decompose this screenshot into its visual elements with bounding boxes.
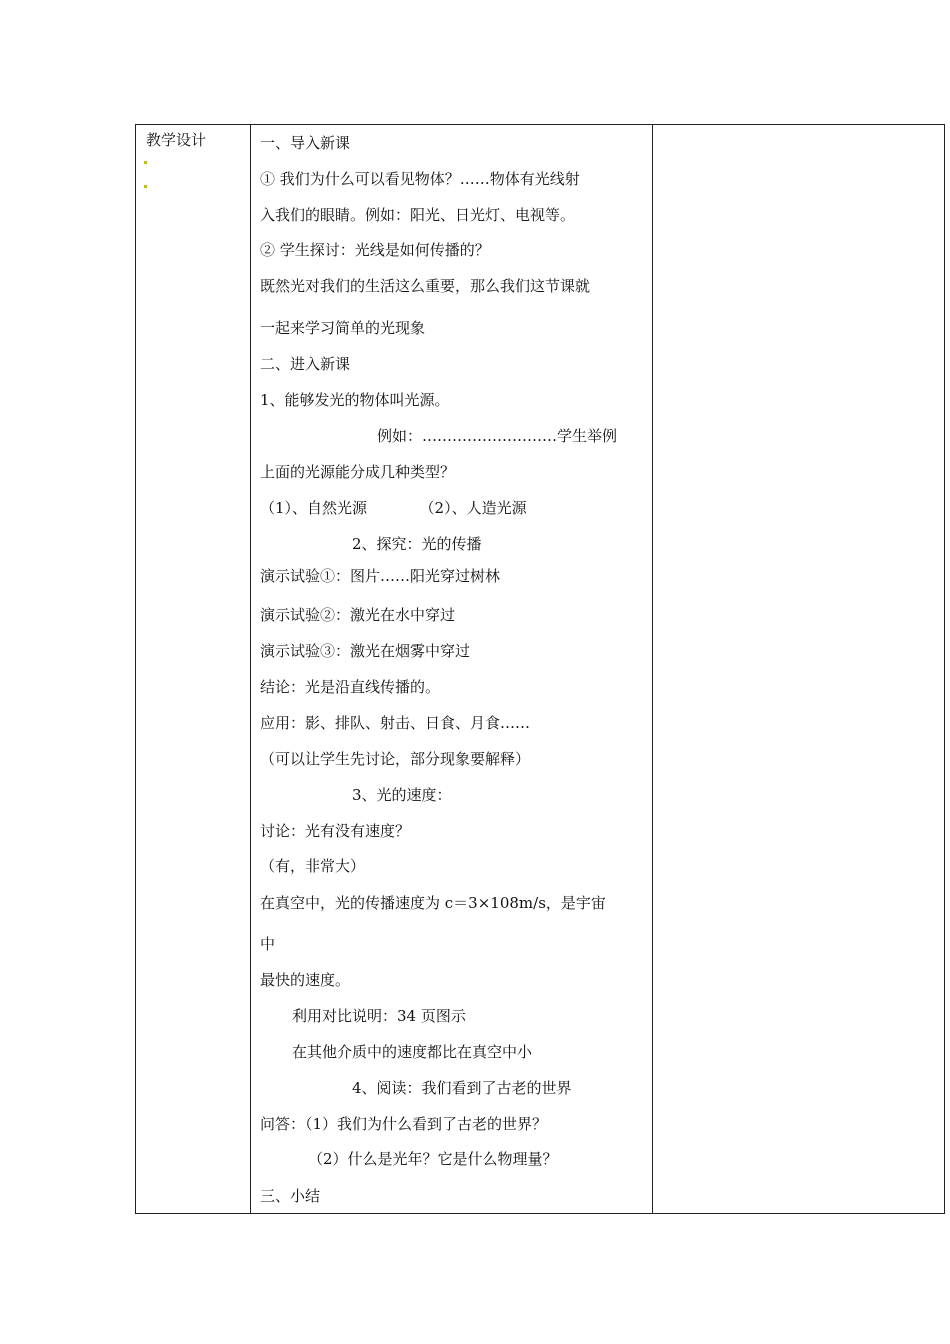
content-line: 1、能够发光的物体叫光源。	[260, 391, 450, 409]
column-divider-1	[250, 125, 251, 1213]
content-line: 演示试验③：激光在烟雾中穿过	[260, 642, 471, 660]
content-line: 2、探究：光的传播	[352, 535, 482, 553]
lesson-table	[135, 124, 945, 1214]
content-line: （可以让学生先讨论，部分现象要解释）	[260, 750, 531, 768]
row-label: 教学设计	[146, 131, 207, 149]
content-line: 中	[260, 935, 276, 953]
content-line: 在其他介质中的速度都比在真空中小	[292, 1043, 533, 1061]
content-line: 例如：………………………学生举例	[377, 427, 618, 445]
content-line: 最快的速度。	[260, 971, 351, 989]
content-line: 讨论：光有没有速度？	[260, 822, 411, 840]
content-line: 利用对比说明：34 页图示	[292, 1007, 466, 1025]
content-line: 结论：光是沿直线传播的。	[260, 678, 441, 696]
content-line: 上面的光源能分成几种类型？	[260, 463, 456, 481]
marker-dot	[144, 161, 147, 164]
content-line: ① 我们为什么可以看见物体？……物体有光线射	[260, 170, 580, 188]
content-line: 问答：（1）我们为什么看到了古老的世界？	[260, 1115, 548, 1133]
content-line: 3、光的速度：	[352, 786, 452, 804]
content-line: （2）什么是光年？它是什么物理量？	[308, 1150, 558, 1168]
content-line: （1）、自然光源 （2）、人造光源	[260, 499, 527, 517]
content-line: 4、阅读：我们看到了古老的世界	[352, 1079, 572, 1097]
content-line: 一、导入新课	[260, 134, 351, 152]
content-line: 演示试验②：激光在水中穿过	[260, 606, 456, 624]
content-line: 一起来学习简单的光现象	[260, 319, 426, 337]
content-line: 既然光对我们的生活这么重要，那么我们这节课就	[260, 277, 591, 295]
content-line: 演示试验①：图片……阳光穿过树林	[260, 567, 501, 585]
content-line: 三、小结	[260, 1187, 321, 1205]
content-line: 应用：影、排队、射击、日食、月食……	[260, 714, 531, 732]
content-line: （有，非常大）	[260, 857, 366, 875]
column-divider-2	[652, 125, 653, 1213]
content-line: 入我们的眼睛。例如：阳光、日光灯、电视等。	[260, 206, 576, 224]
content-line: ② 学生探讨：光线是如何传播的？	[260, 241, 490, 259]
content-line: 在真空中，光的传播速度为 c＝3×108m/s，是宇宙	[260, 894, 606, 912]
marker-dot	[144, 185, 147, 188]
content-line: 二、进入新课	[260, 355, 351, 373]
